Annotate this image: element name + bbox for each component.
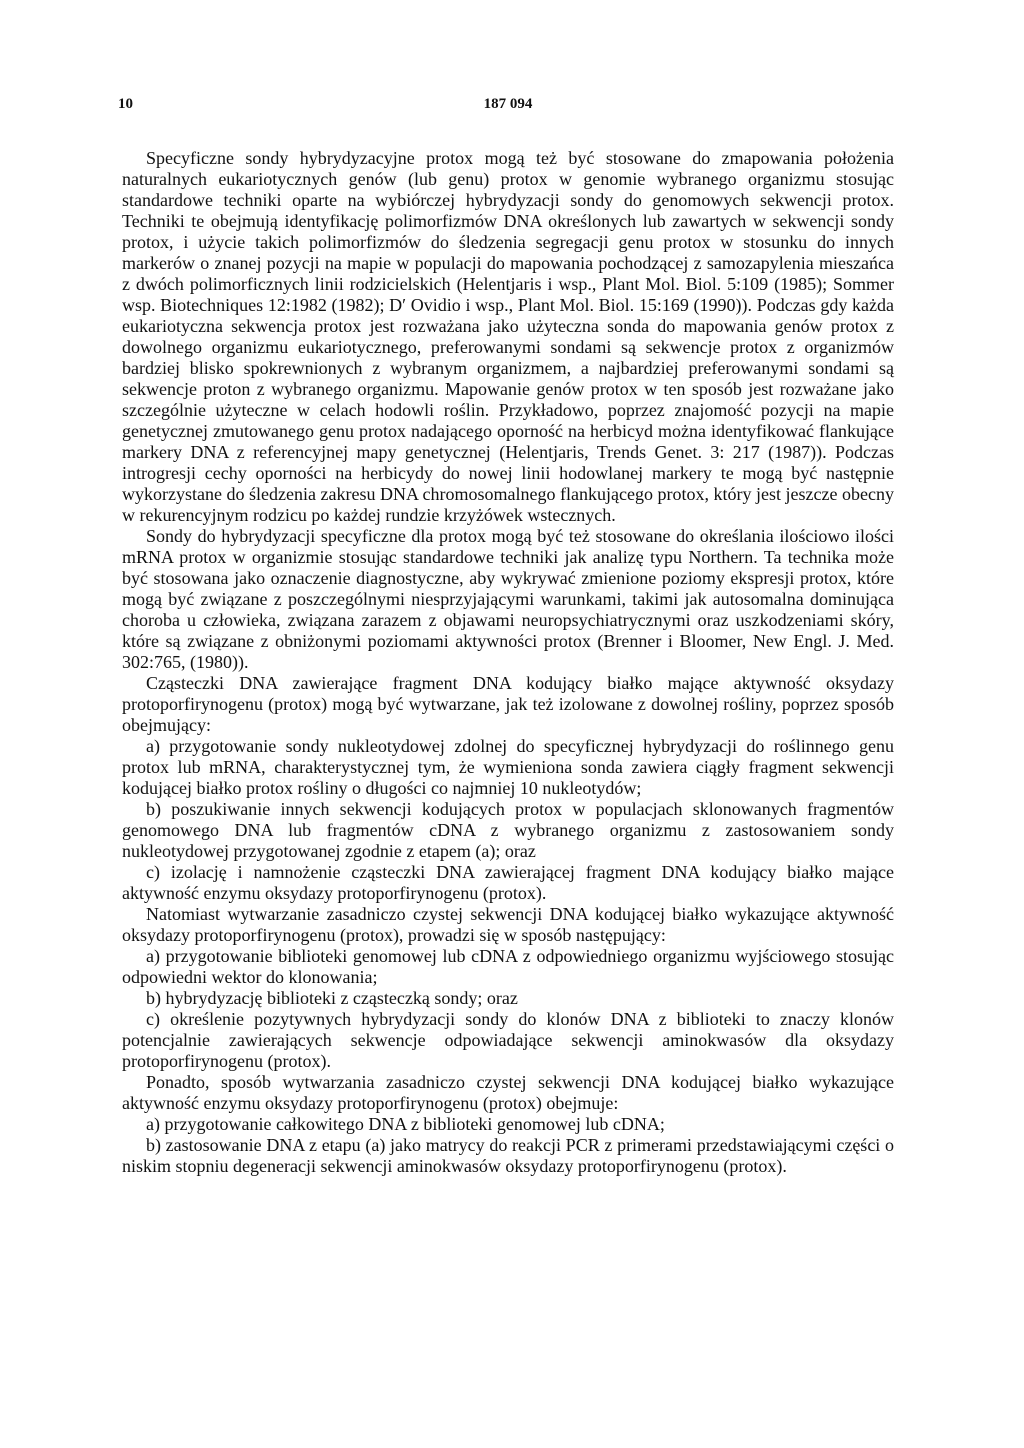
step-a-total-dna: a) przygotowanie całkowitego DNA z biblioteki genomowej lub cDNA; xyxy=(146,1114,665,1134)
step-b-screening: b) poszukiwanie innych sekwencji kodujących protox w populacjach sklonowanych fragmentów genomowego DNA lub fragmentów cDNA z wybranego organizmu z zastosowaniem sondy nukleotydowej przygotowanej zgodnie z etapem (a); oraz xyxy=(122,799,894,861)
patent-number: 187 094 xyxy=(483,96,533,112)
step-c-positive-clones: c) określenie pozytywnych hybrydyzacji sondy do klonów DNA z biblioteki to znaczy klonów potencjalnie zawierających sekwencje odpowiadające sekwencji aminokwasów dla oksydazy protoporfirynogenu (protox). xyxy=(122,1009,894,1071)
step-a-library: a) przygotowanie biblioteki genomowej lub cDNA z odpowiedniego organizmu wyjściowego stosując odpowiedni wektor do klonowania; xyxy=(122,946,894,987)
step-b-pcr: b) zastosowanie DNA z etapu (a) jako matrycy do reakcji PCR z primerami przedstawiającymi części o niskim stopniu degeneracji sekwencji aminokwasów oksydazy protoporfirynogenu (protox). xyxy=(122,1135,894,1176)
paragraph-pure-sequence: Natomiast wytwarzanie zasadniczo czystej sekwencji DNA kodującej białko wykazujące aktywność oksydazy protoporfirynogenu (protox), prowadzi się w sposób następujący: xyxy=(122,904,894,945)
step-c-isolation: c) izolację i namnożenie cząsteczki DNA zawierającej fragment DNA kodujący białko mające aktywność enzymu oksydazy protoporfirynogenu (protox). xyxy=(122,862,894,903)
document-body xyxy=(122,148,894,1177)
step-a-probe: a) przygotowanie sondy nukleotydowej zdolnej do specyficznej hybrydyzacji do roślinnego genu protox lub mRNA, charakterystycznej tym, że wymieniona sonda zawiera ciągły fragment sekwencji kodującej białko protox rośliny o długości co najmniej 10 nukleotydów; xyxy=(122,736,894,798)
paragraph-northern: Sondy do hybrydyzacji specyficzne dla protox mogą być też stosowane do określania ilościowo ilości mRNA protox w organizmie stosując standardowe techniki jak analizę typu Northern. Ta technika może być stosowana jako oznaczenie diagnostyczne, aby wykrywać zmienione poziomy ekspresji protox, które mogą być związane z poszczególnymi niesprzyjającymi warunkami, takimi jak autosomalna dominująca choroba u człowieka, związana zarazem z objawami neuropsychiatrycznymi oraz uszkodzeniami skóry, które są związane z obniżonymi poziomami aktywności protox (Brenner i Bloomer, New Engl. J. Med. 302:765, (1980)). xyxy=(122,526,894,672)
page-header xyxy=(118,96,898,118)
page-number: 10 xyxy=(118,96,133,112)
step-b-hybridization: b) hybrydyzację biblioteki z cząsteczką sondy; oraz xyxy=(146,988,518,1008)
paragraph-dna-molecules: Cząsteczki DNA zawierające fragment DNA kodujący białko mające aktywność oksydazy protoporfirynogenu (protox) mogą być wytwarzane, jak też izolowane z dowolnej rośliny, poprzez sposób obejmujący: xyxy=(122,673,894,735)
paragraph-mapping: Specyficzne sondy hybrydyzacyjne protox mogą też być stosowane do zmapowania położenia naturalnych eukariotycznych genów (lub genu) protox w genomie wybranego organizmu stosując standardowe techniki oparte na wybiórczej hybrydyzacji sondy do genomowych sekwencji protox. Techniki te obejmują identyfikację polimorfizmów DNA określonych lub zawartych w sekwencji sondy protox, i użycie takich polimorfizmów do śledzenia segregacji genu protox w stosunku do innych markerów o znanej pozycji na mapie w populacji do mapowania pochodzącej z samozapylenia mieszańca z dwóch polimorficznych linii rodzicielskich (Helentjaris i wsp., Plant Mol. Biol. 5:109 (1985); Sommer wsp. Biotechniques 12:1982 (1982); D′ Ovidio i wsp., Plant Mol. Biol. 15:169 (1990)). Podczas gdy każda eukariotyczna sekwencja protox jest rozważana jako użyteczna sonda do mapowania genów protox z dowolnego organizmu eukariotycznego, preferowanymi sondami są sekwencje protox z organizmów bardziej blisko spokrewnionych z wybranym organizmem, a najbardziej preferowanymi sondami są sekwencje proton z wybranego organizmu. Mapowanie genów protox w ten sposób jest rozważane jako szczególnie użyteczne w celach hodowli roślin. Przykładowo, poprzez znajomość pozycji na mapie genetycznej zmutowanego genu protox nadającego oporność na herbicyd można identyfikować flankujące markery DNA z referencyjnej mapy genetycznej (Helentjaris, Trends Genet. 3: 217 (1987)). Podczas introgresji cechy oporności na herbicydy do nowej linii hodowlanej markery te mogą być następnie wykorzystane do śledzenia zakresu DNA chromosomalnego flankującego protox, który jest jeszcze obecny w rekurencyjnym rodzicu po każdej rundzie krzyżówek wstecznych. xyxy=(122,148,894,525)
paragraph-method: Ponadto, sposób wytwarzania zasadniczo czystej sekwencji DNA kodującej białko wykazujące aktywność enzymu oksydazy protoporfirynogenu (protox) obejmuje: xyxy=(122,1072,894,1113)
